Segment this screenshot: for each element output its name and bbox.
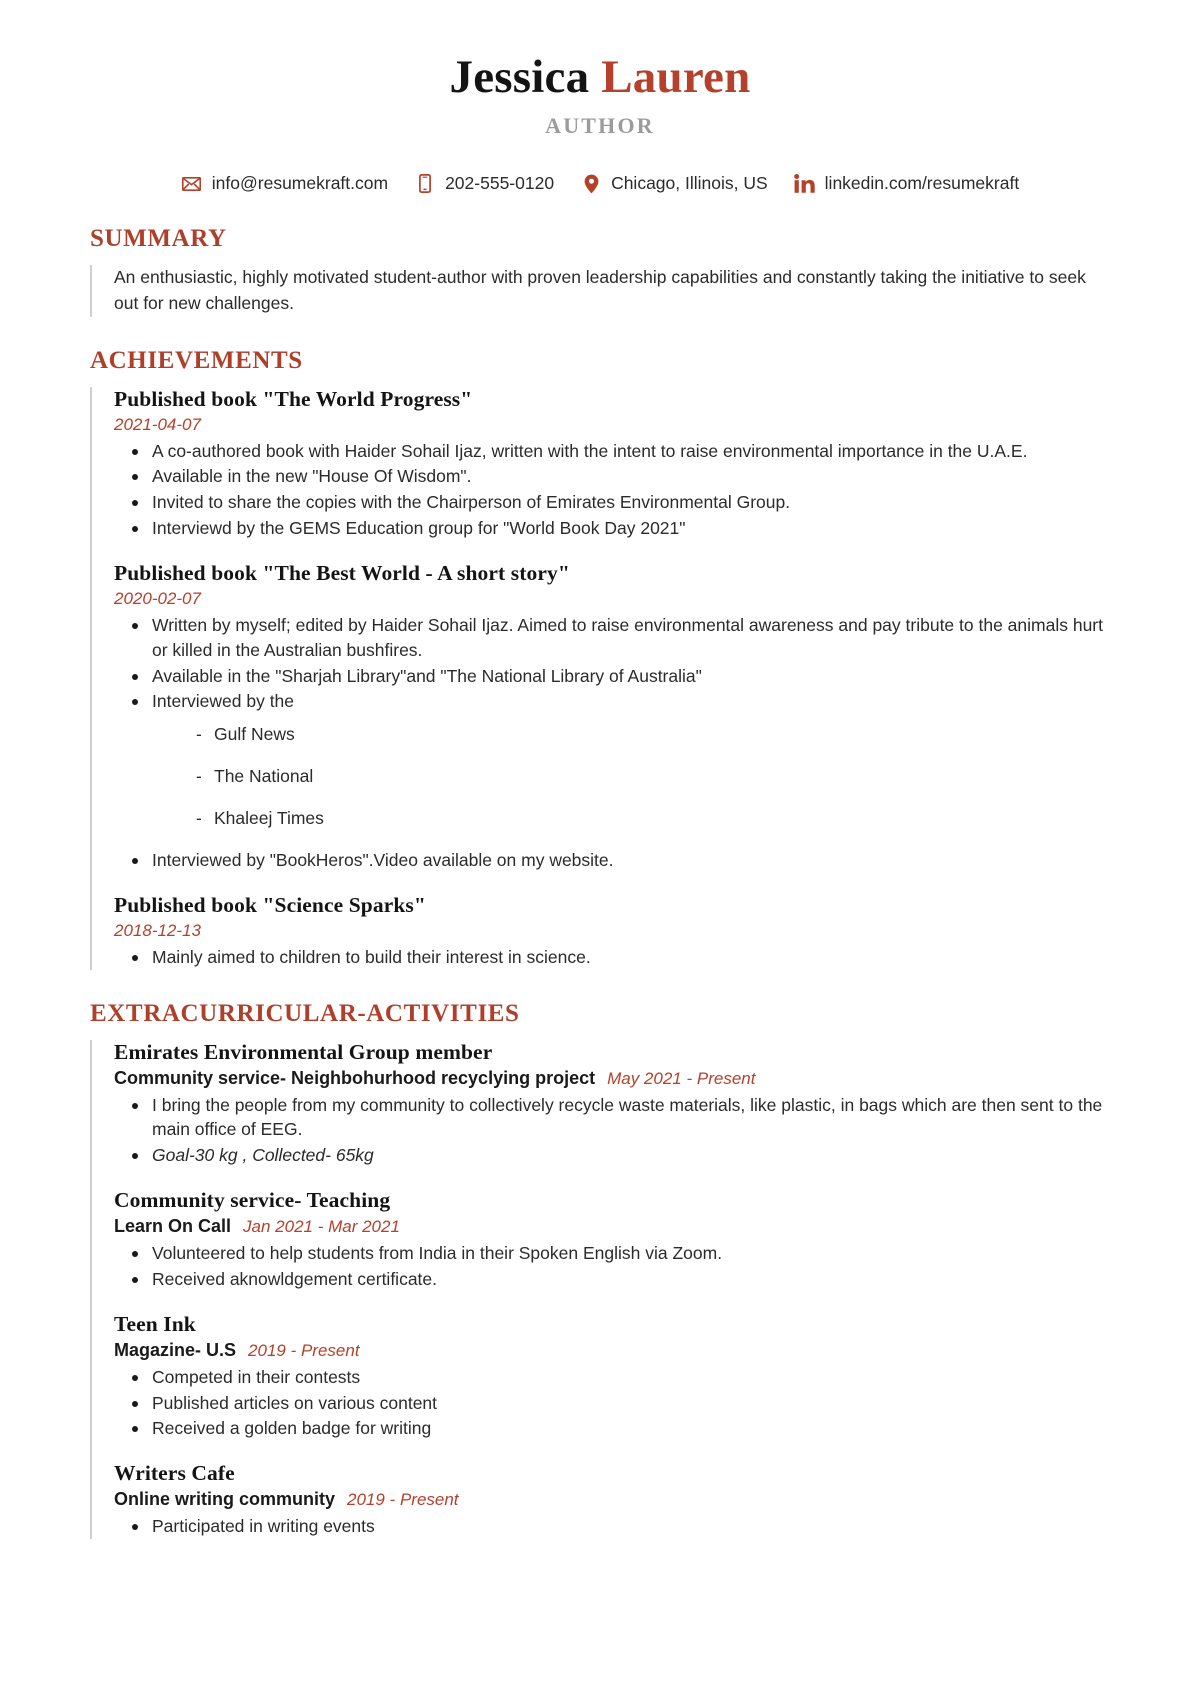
extracurricular-entry	[114, 1188, 1110, 1292]
list-item: I bring the people from my community to collectively recycle waste materials, like plastic, in bags which are then sent to the main office of EEG.	[114, 1093, 1110, 1143]
list-item: Available in the new "House Of Wisdom".	[114, 464, 1110, 489]
contact-location[interactable]	[580, 173, 768, 195]
extracurricular-role: Community service- Neighbohurhood recyclying project	[114, 1067, 596, 1088]
extracurricular-subheader	[114, 1068, 1110, 1089]
achievement-entry	[114, 561, 1110, 873]
resume-header	[90, 52, 1110, 195]
linkedin-icon	[794, 173, 816, 195]
summary-heading: SUMMARY	[90, 224, 227, 252]
extracurricular-date: May 2021 - Present	[607, 1068, 756, 1088]
achievements-body	[90, 387, 1110, 970]
location-icon	[580, 173, 602, 195]
list-item: Published articles on various content	[114, 1391, 1110, 1416]
extracurricular-role: Magazine- U.S	[114, 1339, 237, 1360]
list-item: Participated in writing events	[114, 1514, 1110, 1539]
achievement-sublist	[114, 722, 1110, 831]
list-item: Written by myself; edited by Haider Sohail Ijaz. Aimed to raise environmental awareness and pay tribute to the animals hurt or killed in the Australian bushfires.	[114, 613, 1110, 663]
extracurricular-bullet-list	[114, 1365, 1110, 1442]
extracurricular-body	[90, 1040, 1110, 1540]
extracurricular-role: Online writing community	[114, 1489, 336, 1510]
list-item: Received aknowldgement certificate.	[114, 1267, 1110, 1292]
section-summary	[90, 225, 1110, 317]
extracurricular-title: Writers Cafe	[114, 1461, 235, 1486]
phone-icon	[414, 173, 436, 195]
list-item: A co-authored book with Haider Sohail Ijaz, written with the intent to raise environmental importance in the U.A.E.	[114, 439, 1110, 464]
list-item: Mainly aimed to children to build their interest in science.	[114, 945, 1110, 970]
list-item: - Khaleej Times	[114, 806, 1110, 831]
extracurricular-heading: EXTRACURRICULAR-ACTIVITIES	[90, 999, 520, 1027]
extracurricular-date: Jan 2021 - Mar 2021	[243, 1217, 400, 1237]
extracurricular-title: Community service- Teaching	[114, 1188, 391, 1213]
extracurricular-bullet-list	[114, 1093, 1110, 1169]
list-item: Interviewed by the	[114, 689, 1110, 714]
list-item: Available in the "Sharjah Library"and "The National Library of Australia"	[114, 664, 1110, 689]
achievement-bullet-list-continued	[114, 848, 1110, 873]
first-name: Jessica	[449, 51, 590, 103]
list-item: Goal-30 kg , Collected- 65kg	[114, 1143, 1110, 1168]
contact-row	[90, 173, 1110, 195]
list-item: Competed in their contests	[114, 1365, 1110, 1390]
extracurricular-bullet-list	[114, 1241, 1110, 1292]
contact-email-text: info@resumekraft.com	[211, 173, 389, 194]
extracurricular-title: Emirates Environmental Group member	[114, 1039, 493, 1064]
list-item: - The National	[114, 764, 1110, 789]
achievement-bullet-list	[114, 945, 1110, 970]
contact-linkedin[interactable]	[794, 173, 1020, 195]
achievement-title: Published book "Science Sparks"	[114, 892, 426, 917]
summary-text: An enthusiastic, highly motivated student-author with proven leadership capabilities and constantly taking the initiative to seek out for new challenges.	[114, 266, 1086, 313]
list-item: - Gulf News	[114, 722, 1110, 747]
achievement-bullet-list	[114, 613, 1110, 714]
achievement-date: 2018-12-13	[114, 920, 201, 940]
achievement-entry	[114, 893, 1110, 970]
summary-body	[90, 265, 1110, 317]
list-item: Received a golden badge for writing	[114, 1416, 1110, 1441]
achievements-heading: ACHIEVEMENTS	[90, 346, 303, 374]
extracurricular-subheader	[114, 1489, 1110, 1510]
extracurricular-title: Teen Ink	[114, 1311, 196, 1336]
achievement-title: Published book "The World Progress"	[114, 386, 473, 411]
section-achievements	[90, 347, 1110, 970]
contact-email[interactable]	[181, 173, 388, 195]
list-item: Invited to share the copies with the Chairperson of Emirates Environmental Group.	[114, 490, 1110, 515]
extracurricular-subheader	[114, 1216, 1110, 1237]
list-item: Interviewd by the GEMS Education group for "World Book Day 2021"	[114, 516, 1110, 541]
extracurricular-date: 2019 - Present	[248, 1340, 360, 1360]
contact-phone[interactable]	[414, 173, 554, 195]
email-icon	[181, 173, 203, 195]
list-item: Interviewed by "BookHeros".Video available on my website.	[114, 848, 1110, 873]
extracurricular-subheader	[114, 1340, 1110, 1361]
extracurricular-entry	[114, 1312, 1110, 1442]
extracurricular-entry	[114, 1040, 1110, 1169]
extracurricular-role: Learn On Call	[114, 1216, 232, 1237]
last-name: Lauren	[601, 51, 751, 103]
section-extracurricular	[90, 1000, 1110, 1540]
extracurricular-bullet-list	[114, 1514, 1110, 1539]
extracurricular-entry	[114, 1461, 1110, 1539]
achievement-date: 2021-04-07	[114, 414, 201, 434]
achievement-entry	[114, 387, 1110, 541]
contact-phone-text: 202-555-0120	[445, 173, 555, 194]
contact-location-text: Chicago, Illinois, US	[611, 173, 768, 194]
list-item: Volunteered to help students from India in their Spoken English via Zoom.	[114, 1241, 1110, 1266]
achievement-title: Published book "The Best World - A short story"	[114, 560, 570, 585]
candidate-name	[90, 52, 1110, 103]
job-title: AUTHOR	[545, 112, 655, 138]
achievement-date: 2020-02-07	[114, 588, 201, 608]
achievement-bullet-list	[114, 439, 1110, 541]
contact-linkedin-text: linkedin.com/resumekraft	[824, 173, 1020, 194]
extracurricular-date: 2019 - Present	[347, 1490, 459, 1510]
